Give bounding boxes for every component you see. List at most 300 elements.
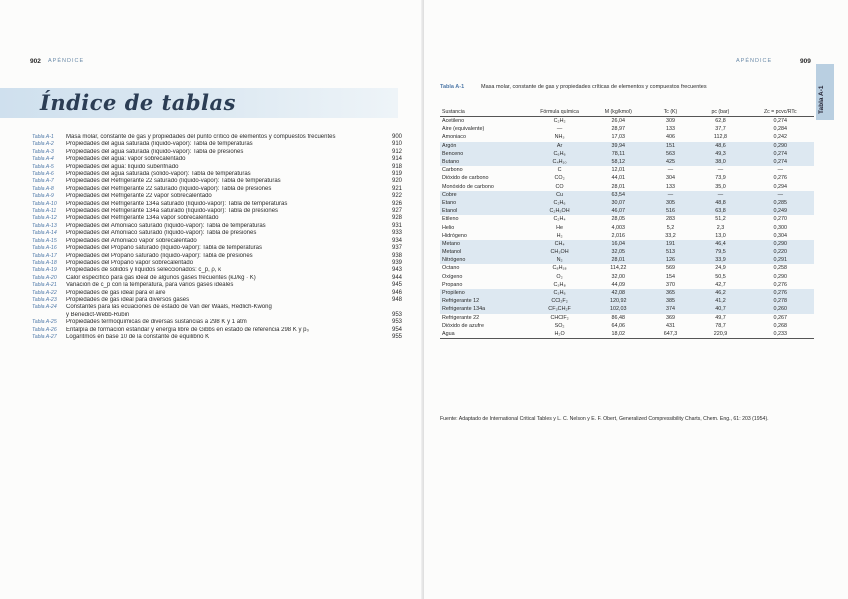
toc-text: Propiedades del Refrigerante 134a saturado (líquido-vapor): Tabla de presiones <box>66 208 279 215</box>
cell-name: Refrigerante 134a <box>440 305 529 313</box>
cell-formula: C₂H₅OH <box>529 207 590 215</box>
cell-formula: C₂H₆ <box>529 199 590 207</box>
cell-m: 64,06 <box>611 322 626 329</box>
cell-tc: 191 <box>647 240 695 248</box>
toc-page: 919 <box>391 171 402 178</box>
cell-name: Dióxido de azufre <box>442 322 484 329</box>
toc-page: 937 <box>391 245 402 252</box>
cell-zc: 0,276 <box>773 281 788 288</box>
toc-entry <box>32 304 402 311</box>
cell-name: Octano <box>442 265 460 272</box>
table-row <box>440 264 814 272</box>
table-row <box>440 166 814 174</box>
cell-formula: CHClF₂ <box>550 314 569 321</box>
cell-tc: 513 <box>647 248 695 256</box>
cell-name: Nitrógeno <box>440 256 529 264</box>
table-row <box>440 150 814 158</box>
cell-zc: 0,220 <box>747 248 814 256</box>
cell-tc: 126 <box>647 256 695 264</box>
cell-name: Acetileno <box>442 118 465 125</box>
toc-entry <box>32 193 402 200</box>
toc-entry <box>32 186 402 193</box>
cell-pc: 73,9 <box>715 175 726 182</box>
toc-page: 928 <box>391 215 402 222</box>
cell-m: 18,02 <box>590 330 647 339</box>
cell-name: Monóxido de carbono <box>442 183 494 190</box>
cell-m: 30,07 <box>590 199 647 207</box>
toc-text: Propiedades del agua: vapor sobrecalentado <box>66 156 186 163</box>
cell-zc: 0,278 <box>747 297 814 305</box>
table-row <box>440 330 814 339</box>
toc-text: Propiedades del agua saturada (líquido-vapor): Tabla de presiones <box>66 148 244 155</box>
cell-m: 26,04 <box>611 118 626 125</box>
toc-code: Tabla A-11 <box>32 208 57 215</box>
cell-zc: 0,294 <box>773 183 788 190</box>
toc-text: y Benedict-Webb-Rubin <box>66 311 130 318</box>
toc-code: Tabla A-10 <box>32 200 57 207</box>
toc-entry <box>32 327 402 334</box>
table-caption: Masa molar, constante de gas y propiedades críticas de elementos y compuestos frecuentes <box>481 84 707 90</box>
toc-code: Tabla A-16 <box>32 245 57 252</box>
cell-name: Etano <box>440 199 529 207</box>
cell-pc: 38,0 <box>694 158 746 166</box>
toc-code: Tabla A-6 <box>32 171 54 178</box>
toc-page: 910 <box>391 141 402 148</box>
cell-formula: H₂ <box>556 232 563 239</box>
toc-text: Propiedades del Amoniaco saturado (líquido-vapor): Tabla de temperaturas <box>66 222 266 229</box>
cell-name: Dióxido de carbono <box>442 175 489 182</box>
toc-page: 900 <box>391 134 402 140</box>
cell-formula: CCl₂F₂ <box>529 297 590 305</box>
cell-m: 58,12 <box>590 158 647 166</box>
cell-formula: C <box>557 167 562 174</box>
toc-code <box>32 312 66 319</box>
cell-tc: 569 <box>665 265 675 272</box>
toc-code: Tabla A-24 <box>32 304 57 311</box>
properties-table <box>440 108 814 339</box>
cell-m: 16,04 <box>590 240 647 248</box>
cell-m: 28,01 <box>611 183 626 190</box>
cell-pc: 79,5 <box>694 248 746 256</box>
toc-entry <box>32 141 402 148</box>
table-footnote: Fuente: Adaptado de International Critical Tables y L. C. Nelson y E. F. Obert, Generalized Compressibility Charts, Chem. Eng., 61: 203 (1954). <box>440 416 769 422</box>
toc-text: Constantes para las ecuaciones de estado de Van der Waals, Redlich-Kwong <box>66 304 272 311</box>
table-row <box>440 133 814 141</box>
cell-tc: 370 <box>665 281 675 288</box>
cell-name: Oxígeno <box>442 273 463 280</box>
toc-text: Variación de c_p con la temperatura, para varios gases ideales <box>66 282 234 289</box>
cell-tc: 425 <box>647 158 695 166</box>
col-substance: Sustancia <box>440 108 529 117</box>
cell-formula: H₂O <box>529 330 590 339</box>
cell-formula: CH₃OH <box>529 248 590 256</box>
toc-page: 938 <box>391 252 402 259</box>
toc-code: Tabla A-12 <box>32 215 57 222</box>
cell-m: 78,11 <box>590 150 647 158</box>
cell-m: 2,016 <box>611 232 626 239</box>
toc-entry <box>32 156 402 163</box>
cell-pc: 51,2 <box>715 216 726 223</box>
table-row <box>440 297 814 305</box>
cell-formula: C₄H₁₀ <box>529 158 590 166</box>
cell-pc: 112,8 <box>713 134 727 141</box>
cell-m: 86,48 <box>611 314 626 321</box>
cell-formula: NH₃ <box>554 134 565 141</box>
toc-page: 953 <box>391 311 402 318</box>
cell-tc: 563 <box>647 150 695 158</box>
table-row <box>440 199 814 207</box>
toc-page: 912 <box>391 148 402 155</box>
cell-pc: 35,0 <box>715 183 726 190</box>
cell-formula: O₂ <box>556 273 563 280</box>
toc-text: Propiedades del Propano vapor sobrecalentado <box>66 259 194 266</box>
toc-page: 953 <box>391 319 402 326</box>
cell-zc: 0,268 <box>773 322 788 329</box>
toc-entry <box>32 275 402 282</box>
cell-zc: 0,285 <box>747 199 814 207</box>
side-tab <box>816 64 834 120</box>
cell-pc: 37,7 <box>715 126 726 133</box>
toc-code: Tabla A-23 <box>32 296 57 303</box>
toc-page: 918 <box>391 163 402 170</box>
toc-code: Tabla A-4 <box>32 156 54 163</box>
toc-entry <box>32 245 402 252</box>
cell-pc: 48,8 <box>694 199 746 207</box>
table-row <box>440 232 814 240</box>
toc-page: 922 <box>391 193 402 200</box>
cell-zc: 0,300 <box>773 224 788 231</box>
toc-entry <box>32 223 402 230</box>
toc-page: 914 <box>391 156 402 163</box>
cell-formula: CH₄ <box>529 240 590 248</box>
cell-zc: 0,290 <box>747 142 814 150</box>
cell-name: Etanol <box>440 207 529 215</box>
toc-page: 946 <box>391 289 402 296</box>
toc-code: Tabla A-14 <box>32 230 57 237</box>
cell-m: 28,97 <box>611 126 626 133</box>
cell-name: Aire (equivalente) <box>442 126 485 133</box>
toc-text: Propiedades del Propano saturado (líquido-vapor): Tabla de temperaturas <box>66 245 263 252</box>
cell-tc: 309 <box>665 118 675 125</box>
cell-name: Hidrógeno <box>442 232 467 239</box>
toc-entry <box>32 134 402 141</box>
toc-entry <box>32 238 402 245</box>
cell-zc: 0,249 <box>747 207 814 215</box>
col-zc: Zc = pcvc/RTc <box>747 108 814 117</box>
cell-formula: C₈H₁₈ <box>552 265 567 272</box>
cell-m: 63,54 <box>590 191 647 199</box>
cell-tc: — <box>667 167 674 174</box>
col-tc: Tc (K) <box>647 108 695 117</box>
table-row <box>440 314 814 322</box>
toc-text: Propiedades de sólidos y líquidos seleccionados: c_p, ρ, κ <box>66 267 222 274</box>
right-page-number: 909 <box>800 58 811 65</box>
toc-page: 927 <box>391 208 402 215</box>
side-tab-label: Tabla A-1 <box>818 85 825 114</box>
toc-page: 939 <box>391 259 402 266</box>
cell-name: Amoniaco <box>442 134 466 141</box>
cell-tc: 365 <box>647 289 695 297</box>
cell-name: Cobre <box>440 191 529 199</box>
cell-pc: 50,5 <box>715 273 726 280</box>
toc-text: Masa molar, constante de gas y propiedades del punto crítico de elementos y compuestos frecuentes <box>66 134 336 140</box>
cell-pc: 2,3 <box>716 224 725 231</box>
toc-code: Tabla A-8 <box>32 185 54 192</box>
toc-text: Propiedades del Amoniaco saturado (líquido-vapor): Tabla de presiones <box>66 230 257 237</box>
toc-page: 933 <box>391 230 402 237</box>
cell-name: Propano <box>442 281 463 288</box>
toc-text: Propiedades del agua: líquido subenfriado <box>66 163 179 170</box>
cell-name: Metanol <box>440 248 529 256</box>
toc-page: 945 <box>391 282 402 289</box>
toc-page: 944 <box>391 274 402 281</box>
toc-page: 926 <box>391 200 402 207</box>
toc-entry <box>32 149 402 156</box>
cell-zc: 0,274 <box>773 118 788 125</box>
cell-m: 120,92 <box>590 297 647 305</box>
cell-name: Refrigerante 12 <box>440 297 529 305</box>
col-molar-mass: M (kg/kmol) <box>590 108 647 117</box>
cell-zc: 0,276 <box>747 289 814 297</box>
cell-zc: 0,274 <box>747 158 814 166</box>
toc-text: Propiedades del Refrigerante 22 saturado (líquido-vapor): Tabla de temperaturas <box>66 178 281 185</box>
toc-entry <box>32 319 402 326</box>
toc-page: 954 <box>391 326 402 333</box>
cell-m: 46,07 <box>590 207 647 215</box>
cell-m: 12,01 <box>611 167 626 174</box>
cell-formula: He <box>556 224 564 231</box>
table-row <box>440 117 814 126</box>
table-row <box>440 305 814 313</box>
cell-pc: — <box>717 167 724 174</box>
table-row <box>440 215 814 223</box>
cell-name: Helio <box>442 224 455 231</box>
toc-code: Tabla A-9 <box>32 193 54 200</box>
toc-text: Propiedades del Propano saturado (líquido-vapor): Tabla de presiones <box>66 252 253 259</box>
toc-code: Tabla A-17 <box>32 252 57 259</box>
cell-zc: 0,270 <box>773 216 788 223</box>
cell-pc: 33,9 <box>694 256 746 264</box>
cell-formula: CO <box>555 183 564 190</box>
toc-text: Entalpía de formación estándar y energía libre de Gibbs en estado de referencia 298 K y p₀ <box>66 326 309 333</box>
cell-zc: 0,274 <box>747 150 814 158</box>
table-row <box>440 125 814 133</box>
cell-tc: 431 <box>665 322 675 329</box>
toc-entry <box>32 290 402 297</box>
toc-entry <box>32 260 402 267</box>
page-title: Índice de tablas <box>40 90 236 115</box>
cell-m: 44,09 <box>611 281 626 288</box>
cell-name: Benceno <box>440 150 529 158</box>
cell-tc: 33,2 <box>665 232 676 239</box>
toc-entry <box>32 215 402 222</box>
table-row <box>440 322 814 330</box>
cell-m: 102,03 <box>590 305 647 313</box>
cell-tc: 151 <box>647 142 695 150</box>
toc-code: Tabla A-21 <box>32 282 57 289</box>
cell-formula: C₃H₈ <box>553 281 566 288</box>
cell-pc: 46,4 <box>694 240 746 248</box>
table-row <box>440 223 814 231</box>
table-row <box>440 248 814 256</box>
cell-formula: — <box>556 126 563 133</box>
cell-name: Etileno <box>442 216 459 223</box>
toc-entry <box>32 201 402 208</box>
cell-name: Argón <box>440 142 529 150</box>
table-label: Tabla A-1 <box>440 84 465 90</box>
cell-pc: 41,2 <box>694 297 746 305</box>
table-row <box>440 281 814 289</box>
cell-m: 32,05 <box>590 248 647 256</box>
cell-zc: 0,258 <box>773 265 788 272</box>
table-row <box>440 289 814 297</box>
cell-formula: C₃H₆ <box>529 289 590 297</box>
toc-text: Propiedades del Refrigerante 134a vapor sobrecalentado <box>66 215 219 222</box>
toc-text: Propiedades del agua saturada (líquido-vapor): Tabla de temperaturas <box>66 141 253 148</box>
cell-pc: 40,7 <box>694 305 746 313</box>
toc-entry <box>32 312 402 319</box>
toc-code: Tabla A-2 <box>32 141 54 148</box>
cell-m: 42,08 <box>590 289 647 297</box>
cell-pc: 24,9 <box>715 265 726 272</box>
toc-code: Tabla A-13 <box>32 222 57 229</box>
table-row <box>440 183 814 191</box>
col-formula: Fórmula química <box>529 108 590 117</box>
toc-code: Tabla A-18 <box>32 259 57 266</box>
toc-page: 931 <box>391 222 402 229</box>
table-row <box>440 273 814 281</box>
toc-entry <box>32 267 402 274</box>
toc-page <box>386 304 402 311</box>
cell-zc: 0,267 <box>773 314 788 321</box>
cell-m: 28,01 <box>590 256 647 264</box>
cell-formula: N₂ <box>529 256 590 264</box>
cell-tc: 305 <box>647 199 695 207</box>
toc-page: 943 <box>391 267 402 274</box>
cell-name: Butano <box>440 158 529 166</box>
toc-page: 934 <box>391 237 402 244</box>
left-page-number: 902 <box>30 58 41 65</box>
cell-tc: — <box>647 191 695 199</box>
toc-text: Propiedades del agua saturada (sólido-vapor): Tabla de temperaturas <box>66 171 251 178</box>
cell-tc: 283 <box>665 216 675 223</box>
toc-page: 948 <box>391 296 402 303</box>
cell-formula: CF₃CH₂F <box>529 305 590 313</box>
table-row <box>440 158 814 166</box>
cell-zc: 0,242 <box>773 134 788 141</box>
toc-page: 921 <box>391 185 402 192</box>
toc-code: Tabla A-3 <box>32 148 54 155</box>
cell-pc: 49,7 <box>715 314 726 321</box>
cell-zc: — <box>777 167 783 174</box>
cell-name: Metano <box>440 240 529 248</box>
cell-tc: 304 <box>665 175 675 182</box>
toc-entry <box>32 334 402 341</box>
toc-text: Propiedades de gas ideal para diversos gases <box>66 296 190 303</box>
cell-name: Propileno <box>440 289 529 297</box>
cell-formula: SO₂ <box>554 322 565 329</box>
cell-tc: 374 <box>647 305 695 313</box>
cell-zc: 0,260 <box>747 305 814 313</box>
cell-formula: C₆H₆ <box>529 150 590 158</box>
cell-zc: 0,284 <box>773 126 788 133</box>
cell-m: 114,22 <box>610 265 627 272</box>
cell-zc: 0,290 <box>747 240 814 248</box>
toc-text: Propiedades del Amoniaco vapor sobrecalentado <box>66 237 197 244</box>
cell-zc: 0,290 <box>773 273 788 280</box>
toc-entry <box>32 171 402 178</box>
cell-pc: 46,2 <box>694 289 746 297</box>
cell-m: 4,003 <box>611 224 626 231</box>
cell-formula: Cu <box>529 191 590 199</box>
cell-pc: 48,6 <box>694 142 746 150</box>
cell-tc: 385 <box>647 297 695 305</box>
toc-page: 920 <box>391 178 402 185</box>
toc-text: Propiedades del Refrigerante 22 vapor sobrecalentado <box>66 193 212 200</box>
cell-pc: — <box>694 191 746 199</box>
cell-zc: — <box>747 191 814 199</box>
toc-code: Tabla A-25 <box>32 319 57 326</box>
cell-name: Refrigerante 22 <box>442 314 480 321</box>
cell-tc: 154 <box>665 273 675 280</box>
toc-code: Tabla A-27 <box>32 333 57 340</box>
table-of-contents <box>32 134 402 341</box>
table-row <box>440 191 814 199</box>
cell-tc: 133 <box>665 126 675 133</box>
cell-tc: 406 <box>665 134 675 141</box>
toc-entry <box>32 178 402 185</box>
toc-code: Tabla A-20 <box>32 274 57 281</box>
toc-code: Tabla A-7 <box>32 178 54 185</box>
cell-tc: 369 <box>665 314 675 321</box>
cell-tc: 5,2 <box>666 224 675 231</box>
cell-pc: 220,9 <box>694 330 746 339</box>
cell-pc: 62,8 <box>715 118 726 125</box>
toc-text: Calor específico para gas ideal de algunos gases frecuentes (kJ/kg · K) <box>66 274 256 281</box>
toc-entry <box>32 208 402 215</box>
cell-zc: 0,233 <box>747 330 814 339</box>
col-pc: pc (bar) <box>694 108 746 117</box>
cell-m: 17,03 <box>611 134 626 141</box>
cell-formula: C₂H₂ <box>553 118 566 125</box>
toc-code: Tabla A-1 <box>32 134 54 140</box>
toc-text: Logaritmos en base 10 de la constante de equilibrio K <box>66 333 210 340</box>
cell-m: 39,94 <box>590 142 647 150</box>
table-row <box>440 240 814 248</box>
cell-pc: 63,8 <box>694 207 746 215</box>
cell-tc: 516 <box>647 207 695 215</box>
cell-pc: 42,7 <box>715 281 726 288</box>
table-row <box>440 207 814 215</box>
cell-formula: C₂H₄ <box>553 216 566 223</box>
toc-code: Tabla A-5 <box>32 163 54 170</box>
toc-page: 955 <box>391 333 402 340</box>
right-running-head: APÉNDICE <box>736 58 773 64</box>
cell-pc: 49,3 <box>694 150 746 158</box>
cell-m: 44,01 <box>611 175 626 182</box>
toc-text: Propiedades del Refrigerante 22 saturado (líquido-vapor): Tabla de presiones <box>66 185 272 192</box>
cell-pc: 78,7 <box>715 322 726 329</box>
cell-zc: 0,304 <box>773 232 788 239</box>
table-row <box>440 174 814 182</box>
toc-code: Tabla A-15 <box>32 237 57 244</box>
table-row <box>440 256 814 264</box>
cell-m: 32,00 <box>611 273 626 280</box>
cell-formula: CO₂ <box>554 175 565 182</box>
toc-entry <box>32 230 402 237</box>
table-row <box>440 142 814 150</box>
cell-name: Agua <box>440 330 529 339</box>
